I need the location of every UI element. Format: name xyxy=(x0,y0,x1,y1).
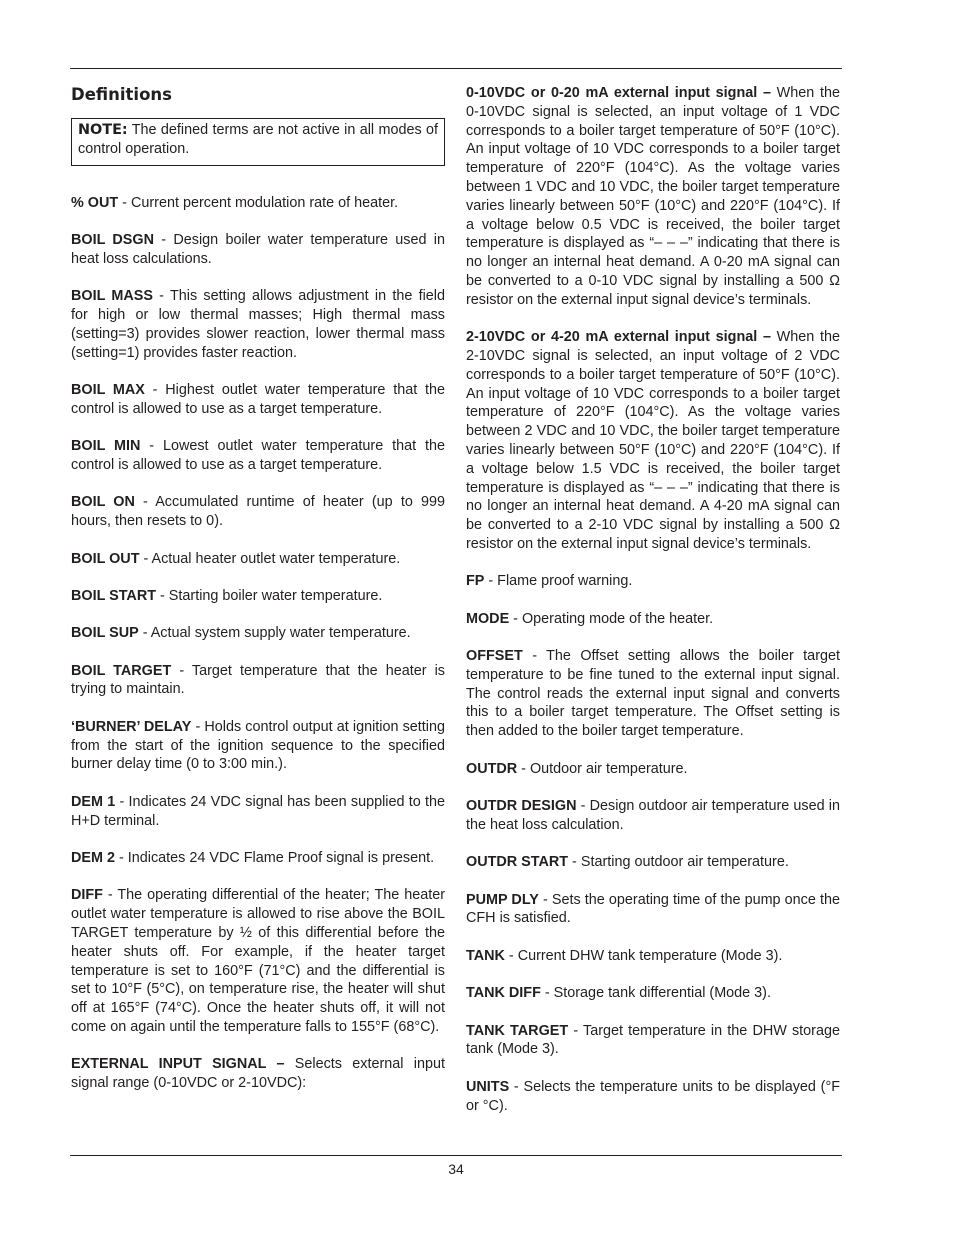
definition-item xyxy=(71,849,445,868)
definition-term: BOIL OUT xyxy=(71,550,140,567)
definition-text: - Storage tank differential (Mode 3). xyxy=(540,985,771,1002)
definition-term: DEM 2 xyxy=(71,850,115,867)
definition-term: FP xyxy=(466,573,485,590)
definition-text: - Design boiler water temperature used in heat loss calculations. xyxy=(71,231,445,267)
definition-item xyxy=(466,797,840,835)
definition-item xyxy=(466,610,840,629)
note-box xyxy=(71,118,445,166)
definition-text: - Sets the operating time of the pump once the CFH is satisfied. xyxy=(466,891,840,927)
definition-item xyxy=(466,572,840,591)
definition-item xyxy=(71,624,445,643)
definition-term: DEM 1 xyxy=(71,793,116,810)
definition-text: - Outdoor air temperature. xyxy=(517,760,688,777)
definition-item xyxy=(71,550,445,569)
definition-text: - Target temperature that the heater is trying to maintain. xyxy=(71,662,445,698)
definition-item xyxy=(71,886,445,1036)
definition-item xyxy=(71,381,445,419)
definition-item xyxy=(466,984,840,1003)
definition-item xyxy=(466,647,840,741)
definition-item xyxy=(466,853,840,872)
bottom-rule xyxy=(70,1155,842,1156)
right-definitions xyxy=(466,84,840,1115)
definition-term: EXTERNAL INPUT SIGNAL – xyxy=(71,1056,285,1073)
definition-text: - Flame proof warning. xyxy=(484,573,633,590)
definition-text: - Selects the temperature units to be displayed (°F or °C). xyxy=(466,1078,840,1114)
definition-text: - Starting outdoor air temperature. xyxy=(568,854,789,871)
definition-item xyxy=(466,891,840,929)
definition-term: BOIL MAX xyxy=(71,381,145,398)
definition-item xyxy=(466,1078,840,1116)
definition-item xyxy=(71,718,445,774)
definition-term: OUTDR START xyxy=(466,854,569,871)
definition-text: - Design outdoor air temperature used in the heat loss calculation. xyxy=(466,798,840,833)
definition-text: - The operating differential of the heater; The heater outlet water temperature is allowed to rise above the BOIL TARGET temperature by ½ of this differential before the heater shuts off. For example, if the heater target temperature is set to 160°F (71°C) and the differential is set to 10°F (5°C), on temperature rise, the heater will shut off at 165°F (74°C). Once the heater shuts off, it will not come on again until the temperature falls to 155°F (68°C). xyxy=(71,887,445,1036)
right-column xyxy=(466,84,840,1134)
definition-text: - Starting boiler water temperature. xyxy=(156,587,383,604)
definition-term: DIFF xyxy=(71,887,103,904)
definition-term: ‘BURNER’ DELAY xyxy=(71,718,192,735)
definition-term: BOIL ON xyxy=(71,494,135,511)
definition-item xyxy=(71,662,445,700)
definition-item xyxy=(71,793,445,831)
definition-item xyxy=(466,947,840,966)
definition-term: TANK DIFF xyxy=(466,985,541,1002)
page-number: 34 xyxy=(448,1161,464,1177)
definition-item xyxy=(71,437,445,475)
definition-term: BOIL TARGET xyxy=(71,662,172,679)
definition-term: 2-10VDC or 4-20 mA external input signal – xyxy=(466,329,771,346)
definition-term: BOIL MASS xyxy=(71,288,153,305)
definition-text: - Target temperature in the DHW storage tank (Mode 3). xyxy=(466,1022,840,1058)
definition-item xyxy=(466,760,840,779)
definition-text: When the 0-10VDC signal is selected, an input voltage of 1 VDC corresponds to a boiler target temperature of 50°F (10°C). An input voltage of 10 VDC corresponds to a boiler target temperature of 220°F (104°C). As the voltage varies between 1 VDC and 10 VDC, the boiler target temperature varies linearly between 50°F (10°C) and 220°F (104°C). If a voltage below 0.5 VDC is received, the boiler target temperature is displayed as “– – –” indicating that there is no longer an internal heat demand. A 0-20 mA signal can be converted to a 0-10 VDC signal by installing a 500 Ω resistor on the external input signal device’s terminals. xyxy=(466,85,840,308)
definition-term: PUMP DLY xyxy=(466,891,539,908)
definition-text: - Current percent modulation rate of heater. xyxy=(118,194,399,211)
definition-term: TANK xyxy=(466,947,505,964)
definition-text: - This setting allows adjustment in the field for high or low thermal masses; High thermal mass (setting=3) provides slower reaction, lower thermal mass (setting=1) provides faster reaction. xyxy=(71,288,445,361)
definition-text: - Indicates 24 VDC signal has been supplied to the H+D terminal. xyxy=(71,793,445,829)
note-label: NOTE: xyxy=(78,122,128,138)
definition-text: When the 2-10VDC signal is selected, an input voltage of 2 VDC corresponds to a boiler target temperature of 50°F (10°C). An input voltage of 10 VDC corresponds to a boiler target temperature of 220°F (104°C). As the voltage varies between 2 VDC and 10 VDC, the boiler target temperature varies linearly between 50°F (10°C) and 220°F (104°C). If a voltage below 1.5 VDC is received, the boiler target temperature is displayed as “– – –” indicating that there is no longer an internal heat demand. A 4-20 mA signal can be converted to a 2-10 VDC signal by installing a 500 Ω resistor on the external input signal device’s terminals. xyxy=(466,329,840,552)
definition-term: OUTDR DESIGN xyxy=(466,798,577,815)
definition-text: - Indicates 24 VDC Flame Proof signal is present. xyxy=(114,850,435,867)
definition-text: Selects external input signal range (0-10VDC or 2-10VDC): xyxy=(71,1056,445,1092)
definition-term: UNITS xyxy=(466,1078,510,1095)
definition-text: - Actual system supply water temperature. xyxy=(138,625,411,642)
definition-text: - Lowest outlet water temperature that the control is allowed to use as a target temperature. xyxy=(71,438,445,473)
definition-text: - Operating mode of the heater. xyxy=(509,610,714,627)
definition-term: OUTDR xyxy=(466,760,518,777)
top-rule xyxy=(70,68,842,69)
definition-term: BOIL MIN xyxy=(71,438,141,455)
definition-term: MODE xyxy=(466,610,510,627)
definition-item xyxy=(466,84,840,310)
definition-term: 0-10VDC or 0-20 mA external input signal – xyxy=(466,85,771,101)
definition-item xyxy=(71,493,445,531)
definition-text: - Accumulated runtime of heater (up to 999 hours, then resets to 0). xyxy=(71,494,445,530)
left-column xyxy=(71,84,445,1112)
definition-item xyxy=(71,287,445,362)
definition-item xyxy=(466,328,840,554)
definition-item xyxy=(71,1055,445,1093)
definition-text: - Holds control output at ignition setting from the start of the ignition sequence to the specified burner delay time (0 to 3:00 min.). xyxy=(71,718,445,773)
definition-item xyxy=(71,587,445,606)
definition-text: - Actual heater outlet water temperature. xyxy=(139,550,401,567)
definition-text: - Current DHW tank temperature (Mode 3). xyxy=(504,947,783,964)
definition-term: TANK TARGET xyxy=(466,1022,569,1039)
note-text: The defined terms are not active in all modes of control operation. xyxy=(78,122,438,157)
definition-item xyxy=(71,231,445,269)
definition-term: BOIL START xyxy=(71,587,157,604)
definition-item xyxy=(71,194,445,213)
definition-term: OFFSET xyxy=(466,648,523,665)
section-heading: Definitions xyxy=(71,85,172,104)
left-definitions xyxy=(71,194,445,1093)
definition-text: - The Offset setting allows the boiler target temperature to be fine tuned to the external input signal. The control reads the external input signal and converts this to a boiler target temperature. The Offset setting is then added to the boiler target temperature. xyxy=(466,648,840,740)
definition-text: - Highest outlet water temperature that the control is allowed to use as a target temperature. xyxy=(71,381,445,417)
definition-term: % OUT xyxy=(71,194,119,211)
definition-term: BOIL SUP xyxy=(71,625,139,642)
definition-item xyxy=(466,1022,840,1060)
definition-term: BOIL DSGN xyxy=(71,231,154,248)
